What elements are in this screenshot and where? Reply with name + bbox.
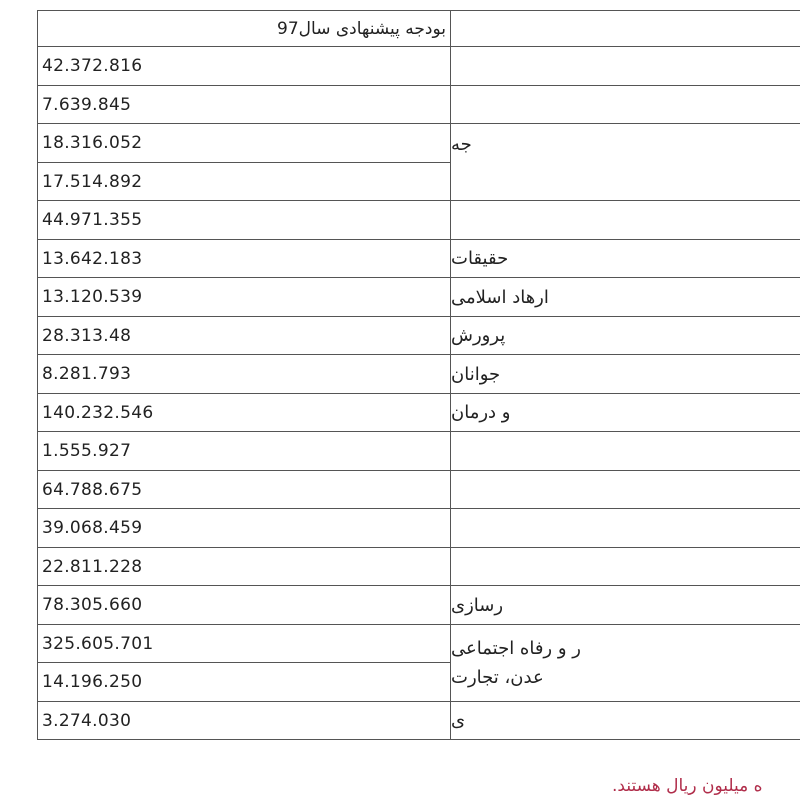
table-header-row — [38, 11, 800, 47]
table-row — [38, 394, 800, 432]
header-budget-97: بودجه پیشنهادی سال97 — [38, 11, 451, 47]
budget-value: 14.196.250 — [38, 663, 451, 702]
budget-value: 22.811.228 — [38, 548, 451, 586]
item-name: رسازی — [451, 586, 800, 625]
budget-value: 42.372.816 — [38, 47, 451, 86]
budget-table — [37, 10, 800, 740]
item-name: جوانان — [451, 355, 800, 394]
table-row — [38, 86, 800, 124]
table-row — [38, 47, 800, 86]
budget-value: 8.281.793 — [38, 355, 451, 394]
header-item-name — [451, 11, 800, 47]
item-name — [451, 86, 800, 124]
budget-value: 18.316.052 — [38, 124, 451, 163]
budget-value: 78.305.660 — [38, 586, 451, 625]
footnote-units: ه میلیون ریال هستند. — [612, 776, 763, 796]
item-name — [451, 432, 800, 471]
table-row — [38, 240, 800, 278]
item-name — [451, 548, 800, 586]
table-row — [38, 548, 800, 586]
table-row — [38, 509, 800, 548]
budget-value: 1.555.927 — [38, 432, 451, 471]
item-name: پرورش — [451, 317, 800, 355]
item-name: ی — [451, 702, 800, 740]
budget-value: 44.971.355 — [38, 201, 451, 240]
budget-value: 17.514.892 — [38, 163, 451, 201]
table-row — [38, 702, 800, 740]
table-row — [38, 432, 800, 471]
budget-value: 39.068.459 — [38, 509, 451, 548]
table-row — [38, 201, 800, 240]
table-row — [38, 124, 800, 163]
table-row — [38, 586, 800, 625]
table-row — [38, 355, 800, 394]
budget-value: 325.605.701 — [38, 625, 451, 663]
budget-value: 64.788.675 — [38, 471, 451, 509]
budget-value: 3.274.030 — [38, 702, 451, 740]
item-name: ر و رفاه اجتماعی عدن، تجارت — [451, 625, 800, 702]
item-name — [451, 201, 800, 240]
table-row — [38, 471, 800, 509]
budget-value: 7.639.845 — [38, 86, 451, 124]
item-name — [451, 47, 800, 86]
budget-value: 28.313.48 — [38, 317, 451, 355]
budget-value: 13.642.183 — [38, 240, 451, 278]
item-name: حقیقات — [451, 240, 800, 278]
item-name — [451, 471, 800, 509]
item-name: و درمان — [451, 394, 800, 432]
item-name — [451, 509, 800, 548]
item-name: ارهاد اسلامی — [451, 278, 800, 317]
budget-value: 13.120.539 — [38, 278, 451, 317]
budget-value: 140.232.546 — [38, 394, 451, 432]
table-row — [38, 278, 800, 317]
budget-table-container — [37, 10, 800, 740]
item-name: جه — [451, 124, 800, 201]
table-row — [38, 317, 800, 355]
table-row — [38, 625, 800, 663]
